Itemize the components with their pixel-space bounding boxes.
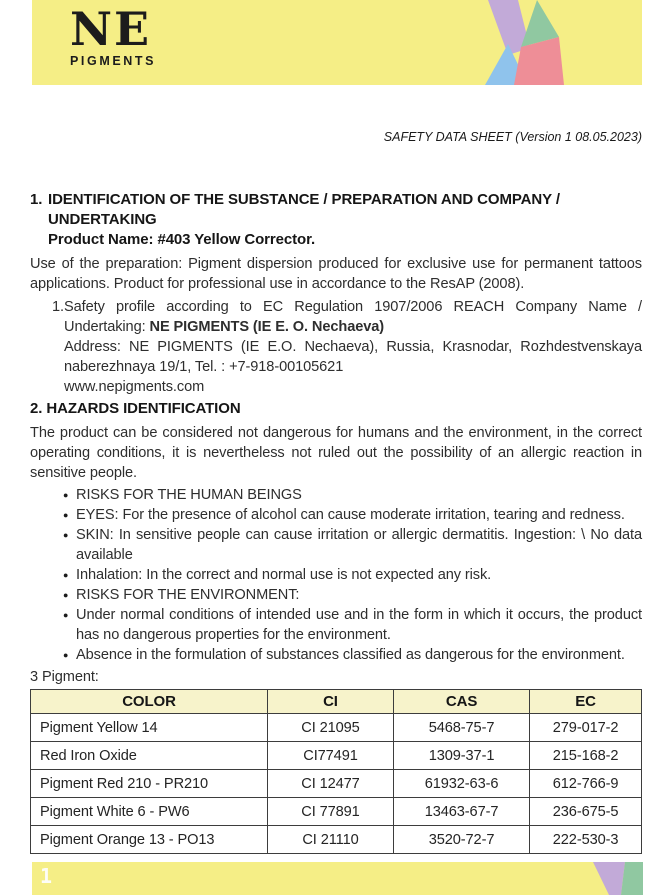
bullet-text: Under normal conditions of intended use and in the form in which it occurs, the product has no dangerous properties for the environment. xyxy=(76,607,642,643)
list-item xyxy=(30,505,642,525)
table-cell: CI 21095 xyxy=(268,714,394,742)
table-cell: Pigment White 6 - PW6 xyxy=(31,798,268,826)
column-header-ci: CI xyxy=(268,690,394,714)
document-body xyxy=(30,190,642,854)
bullet-icon xyxy=(63,525,76,565)
table-cell: CI77491 xyxy=(268,742,394,770)
table-cell: Pigment Orange 13 - PO13 xyxy=(31,826,268,854)
table-cell: 279-017-2 xyxy=(530,714,642,742)
address-line1: Address: NE PIGMENTS (IE E.O. Nechaeva), Russia, Krasnodar, Rozhdestvenskaya xyxy=(64,339,642,355)
list-item xyxy=(30,605,642,645)
hazards-bullet-list xyxy=(30,485,642,665)
logo-text-sub: PIGMENTS xyxy=(70,54,157,68)
bullet-text: EYES: For the presence of alcohol can cause moderate irritation, tearing and redness. xyxy=(76,507,625,523)
page-number: 1 xyxy=(40,864,53,888)
table-cell: 222-530-3 xyxy=(530,826,642,854)
list-item xyxy=(30,565,642,585)
list-item xyxy=(30,485,642,505)
brand-logo xyxy=(70,2,157,68)
bullet-icon xyxy=(63,585,76,605)
footer-band xyxy=(32,862,643,895)
list-item-number: 1. xyxy=(52,299,64,315)
pigment-count-label: 3 Pigment: xyxy=(30,669,99,685)
table-cell: Pigment Yellow 14 xyxy=(31,714,268,742)
list-item xyxy=(30,645,642,665)
footer-decor-shapes-icon xyxy=(588,862,643,895)
table-row xyxy=(31,826,642,854)
column-header-ec: EC xyxy=(530,690,642,714)
pigments-table xyxy=(30,689,642,854)
table-row xyxy=(31,798,642,826)
header-band xyxy=(32,0,642,85)
column-header-cas: CAS xyxy=(393,690,529,714)
table-cell: 215-168-2 xyxy=(530,742,642,770)
bullet-text: SKIN: In sensitive people can cause irritation or allergic dermatitis. Ingestion: \ No data available xyxy=(76,527,642,563)
bullet-icon xyxy=(63,565,76,585)
hazards-intro-paragraph: The product can be considered not dangerous for humans and the environment, in the correct operating conditions, it is nevertheless not ruled out the possibility of an allergic reaction in sensitive people. xyxy=(30,425,642,481)
column-header-color: COLOR xyxy=(31,690,268,714)
document-title: SAFETY DATA SHEET (Version 1 08.05.2023) xyxy=(383,130,642,144)
bullet-icon xyxy=(63,505,76,525)
section1-number: 1. xyxy=(30,191,43,208)
table-cell: 236-675-5 xyxy=(530,798,642,826)
bullet-text: RISKS FOR THE HUMAN BEINGS xyxy=(76,487,302,503)
table-cell: 612-766-9 xyxy=(530,770,642,798)
table-row xyxy=(31,770,642,798)
section1-heading-line1: IDENTIFICATION OF THE SUBSTANCE / PREPARATION AND COMPANY / xyxy=(48,191,560,208)
use-of-preparation-paragraph: Use of the preparation: Pigment dispersion produced for exclusive use for permanent tattoos applications. Product for professional use in accordance to the ResAP (2008). xyxy=(30,256,642,292)
bullet-icon xyxy=(63,485,76,505)
table-cell: 61932-63-6 xyxy=(393,770,529,798)
section1-heading xyxy=(30,190,642,250)
address-line2: naberezhnaya 19/1, Tel. : +7-918-00105621 xyxy=(64,359,344,375)
list-item xyxy=(30,525,642,565)
table-cell: 13463-67-7 xyxy=(393,798,529,826)
table-cell: CI 12477 xyxy=(268,770,394,798)
table-cell: Pigment Red 210 - PR210 xyxy=(31,770,268,798)
logo-text-main: NE xyxy=(70,2,152,56)
table-cell: 1309-37-1 xyxy=(393,742,529,770)
website-text: www.nepigments.com xyxy=(64,379,205,395)
undertaking-prefix: Undertaking: xyxy=(64,319,150,335)
table-cell: CI 77891 xyxy=(268,798,394,826)
list-item xyxy=(30,585,642,605)
table-header-row xyxy=(31,690,642,714)
bullet-text: Inhalation: In the correct and normal use is not expected any risk. xyxy=(76,567,492,583)
section2-heading: 2. HAZARDS IDENTIFICATION xyxy=(30,400,241,417)
table-row xyxy=(31,714,642,742)
bullet-icon xyxy=(63,605,76,645)
bullet-text: RISKS FOR THE ENVIRONMENT: xyxy=(76,587,300,603)
undertaking-line xyxy=(64,317,642,337)
safety-profile-list-item xyxy=(30,297,642,397)
product-name: Product Name: #403 Yellow Corrector. xyxy=(48,231,316,248)
table-cell: Red Iron Oxide xyxy=(31,742,268,770)
table-cell: 5468-75-7 xyxy=(393,714,529,742)
header-decor-shapes-icon xyxy=(480,0,610,85)
section1-heading-line2: UNDERTAKING xyxy=(48,211,157,228)
company-name: NE PIGMENTS (IE E. O. Nechaeva) xyxy=(149,319,385,335)
bullet-text: Absence in the formulation of substances classified as dangerous for the environment. xyxy=(76,647,625,663)
table-cell: CI 21110 xyxy=(268,826,394,854)
table-row xyxy=(31,742,642,770)
safety-profile-line1: Safety profile according to EC Regulation 1907/2006 REACH Company Name / xyxy=(64,299,642,315)
table-cell: 3520-72-7 xyxy=(393,826,529,854)
bullet-icon xyxy=(63,645,76,665)
